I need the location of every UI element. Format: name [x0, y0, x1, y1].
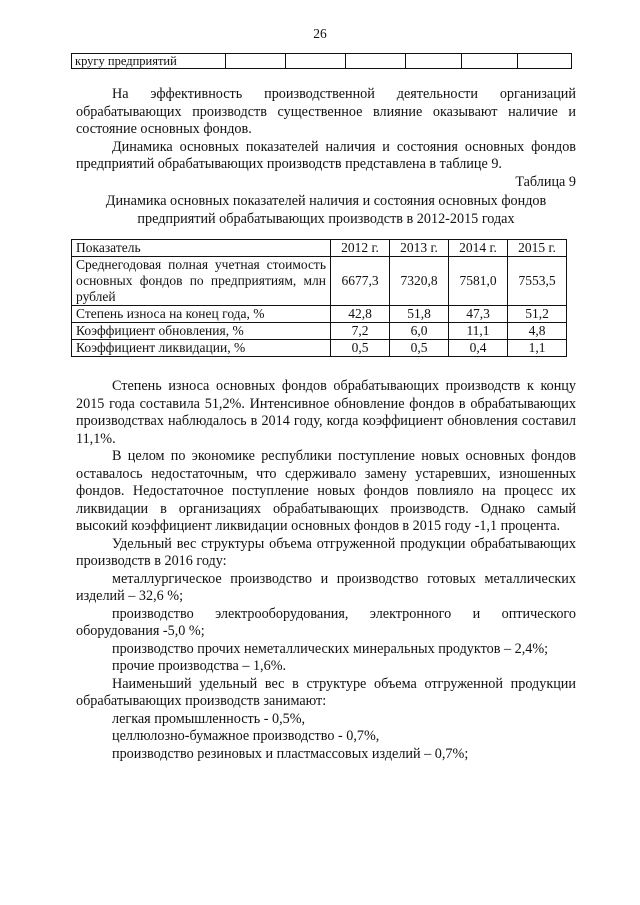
continued-table-fragment — [71, 53, 572, 69]
table-cell — [226, 54, 286, 69]
table-row — [72, 306, 567, 323]
table-cell: 7320,8 — [390, 257, 449, 306]
table-cell — [462, 54, 518, 69]
body-paragraph-4: Наименьший удельный вес в структуре объема отгруженной продукции обрабатывающих производств занимают: — [76, 675, 576, 709]
table-cell: 51,2 — [508, 306, 567, 323]
table-cell: 0,5 — [331, 340, 390, 357]
column-header: 2015 г. — [508, 240, 567, 257]
table-row — [72, 257, 567, 306]
table-cell — [346, 54, 406, 69]
intro-paragraph-1: На эффективность производственной деятельности организаций обрабатывающих производств существенное влияние оказывают наличие и состояние основных фондов. — [76, 86, 576, 137]
body-paragraph-1: Степень износа основных фондов обрабатывающих производств к концу 2015 года составила 51,2%. Интенсивное обновление фондов в обрабатывающих производствах наблюдалось в 2014 году, когда коэффициент обновления составил 11,1%. — [76, 378, 576, 447]
intro-section — [76, 86, 576, 228]
table-cell: 4,8 — [508, 323, 567, 340]
table-cell — [518, 54, 572, 69]
table-cell: 7553,5 — [508, 257, 567, 306]
list-item: прочие производства – 1,6%. — [112, 658, 287, 674]
fixed-assets-table — [71, 239, 567, 357]
list-item: производство прочих неметаллических минеральных продуктов – 2,4%; — [112, 640, 549, 657]
table-cell: кругу предприятий — [72, 54, 226, 69]
table-cell: 47,3 — [449, 306, 508, 323]
table-cell: 0,5 — [390, 340, 449, 357]
table-cell: 11,1 — [449, 323, 508, 340]
body-paragraph-3: Удельный вес структуры объема отгруженной продукции обрабатывающих производств в 2016 году: — [76, 535, 576, 569]
table-title-line-1: Динамика основных показателей наличия и состояния основных фондов — [105, 193, 547, 209]
body-section — [76, 378, 576, 763]
table-cell: 6,0 — [390, 323, 449, 340]
table-cell: 7,2 — [331, 323, 390, 340]
table-cell — [286, 54, 346, 69]
table-cell: 0,4 — [449, 340, 508, 357]
column-header: 2014 г. — [449, 240, 508, 257]
list-item: легкая промышленность - 0,5%, — [112, 710, 306, 727]
column-header: 2013 г. — [390, 240, 449, 257]
table-label: Таблица 9 — [515, 173, 576, 190]
row-label: Коэффициент обновления, % — [72, 323, 331, 340]
list-item: целлюлозно-бумажное производство - 0,7%, — [112, 728, 380, 744]
column-header: Показатель — [72, 240, 331, 257]
table-cell: 1,1 — [508, 340, 567, 357]
table-cell: 7581,0 — [449, 257, 508, 306]
row-label: Коэффициент ликвидации, % — [72, 340, 331, 357]
list-item: производство электрооборудования, электронного и оптического оборудования -5,0 %; — [76, 605, 576, 639]
list-item: металлургическое производство и производство готовых металлических изделий – 32,6 %; — [76, 570, 576, 604]
row-label: Степень износа на конец года, % — [72, 306, 331, 323]
body-paragraph-2: В целом по экономике республики поступление новых основных фондов оставалось недостаточным, что сдерживало замену устаревших, изношенных фондов. Недостаточное поступление новых фондов повлияло на процесс их ликвидации в организациях обрабатывающих производств. Однако самый высокий коэффициент ликвидации основных фондов в 2015 году -1,1 процента. — [76, 448, 576, 534]
page-number: 26 — [313, 26, 327, 41]
intro-paragraph-2: Динамика основных показателей наличия и состояния основных фондов предприятий обрабатывающих производств представлена в таблице 9. — [76, 138, 576, 172]
table-row — [72, 54, 572, 69]
table-row — [72, 340, 567, 357]
list-item: производство резиновых и пластмассовых изделий – 0,7%; — [112, 745, 469, 762]
table-title-line-2: предприятий обрабатывающих производств в 2012-2015 годах — [137, 210, 515, 227]
row-label: Среднегодовая полная учетная стоимость основных фондов по предприятиям, млн рублей — [72, 257, 331, 306]
table-header-row — [72, 240, 567, 257]
table-row — [72, 323, 567, 340]
table-cell: 42,8 — [331, 306, 390, 323]
column-header: 2012 г. — [331, 240, 390, 257]
table-cell: 51,8 — [390, 306, 449, 323]
table-cell — [406, 54, 462, 69]
table-cell: 6677,3 — [331, 257, 390, 306]
